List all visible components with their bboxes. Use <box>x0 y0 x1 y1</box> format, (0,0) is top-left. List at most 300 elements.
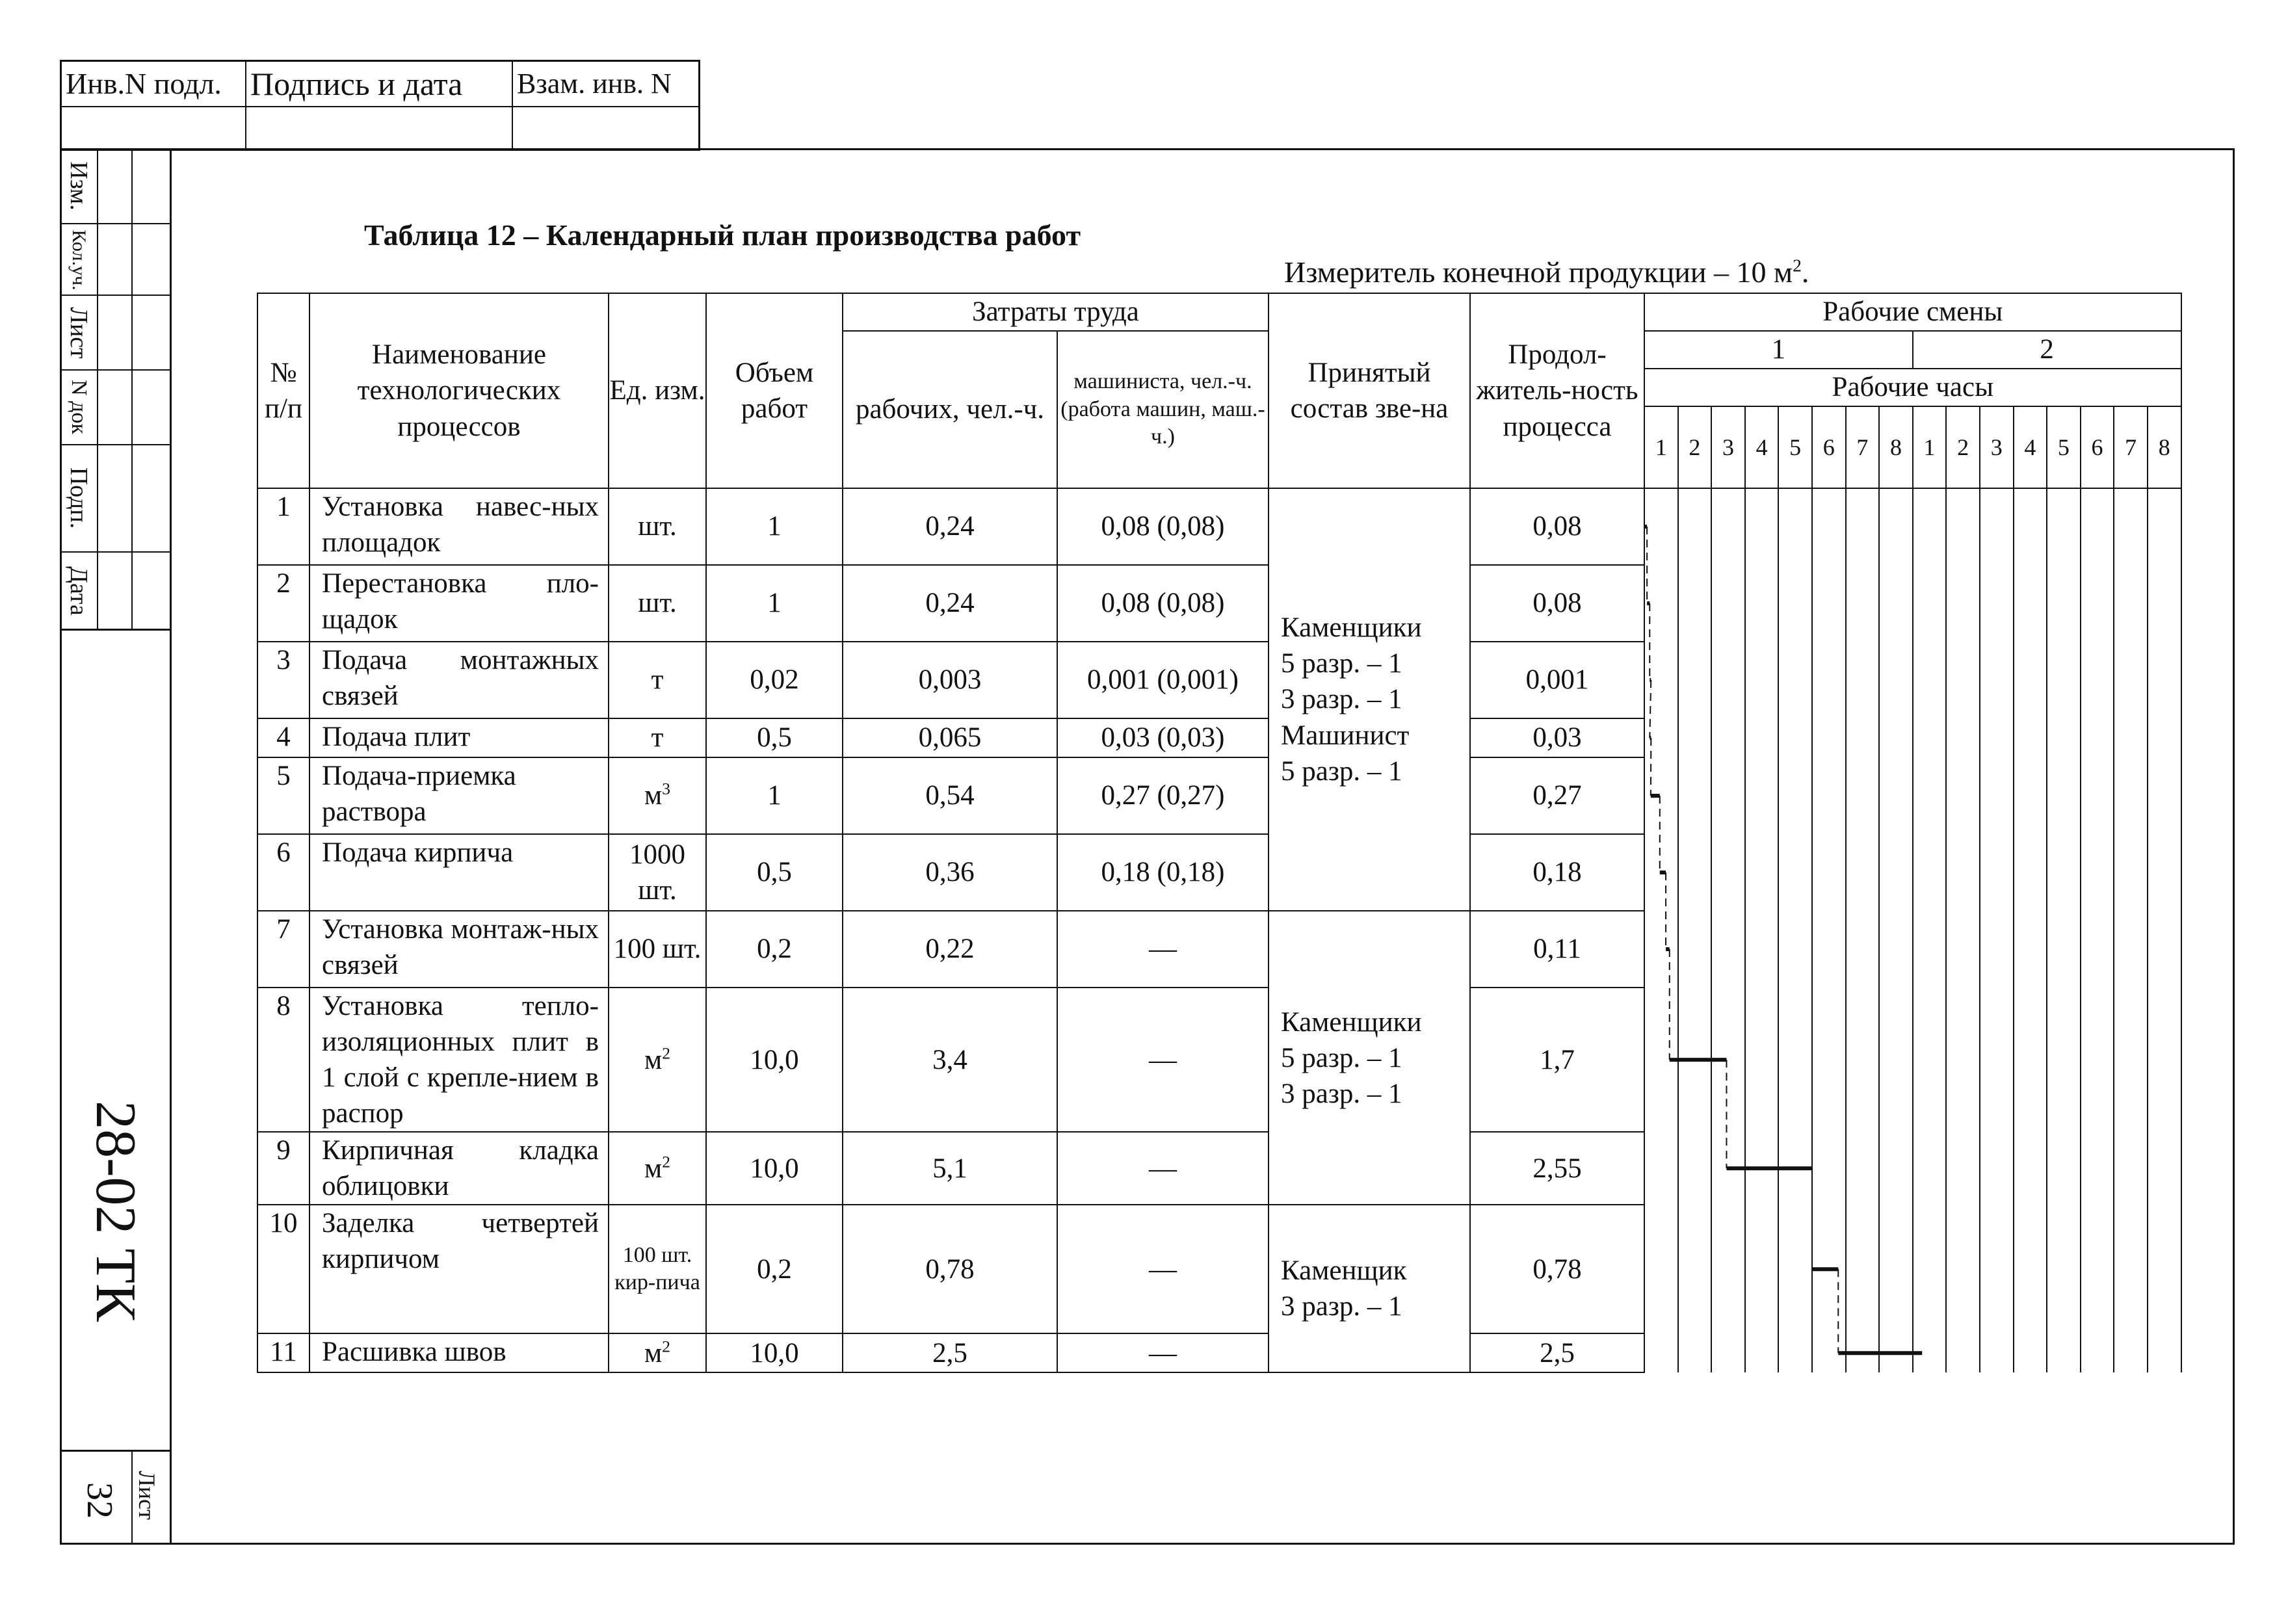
gantt-cell <box>1812 1132 1846 1205</box>
gantt-cell <box>2014 565 2047 642</box>
gantt-cell <box>1745 1132 1779 1205</box>
gantt-cell <box>1980 565 2014 642</box>
machinist-labor: — <box>1057 1205 1269 1333</box>
gantt-cell <box>1778 757 1812 834</box>
stamp-vzam-cell <box>513 62 700 149</box>
gantt-cell <box>1678 834 1712 911</box>
crew-line: 3 разр. – 1 <box>1281 684 1402 715</box>
gantt-cell <box>2014 1333 2047 1372</box>
duration-value: 2,55 <box>1470 1132 1644 1205</box>
product-meter-text: Измеритель конечной продукции – 10 м <box>1284 255 1793 289</box>
gantt-cell <box>1913 834 1947 911</box>
hour-header-5: 5 <box>1778 406 1812 488</box>
gantt-cell <box>2114 1132 2148 1205</box>
gantt-cell <box>1812 757 1846 834</box>
gantt-cell <box>1913 488 1947 565</box>
machinist-labor: — <box>1057 1333 1269 1372</box>
gantt-cell <box>1678 1205 1712 1333</box>
sheet-label: Лист <box>134 1471 160 1520</box>
unit-text: м <box>644 1044 663 1075</box>
hour-header-9: 1 <box>1913 406 1947 488</box>
gantt-cell <box>2047 757 2081 834</box>
gantt-cell <box>1913 757 1947 834</box>
gantt-cell <box>1778 1205 1812 1333</box>
gantt-cell <box>1745 988 1779 1132</box>
gantt-cell <box>1846 488 1880 565</box>
hour-header-12: 4 <box>2014 406 2047 488</box>
process-name: Подача-приемка раствора <box>309 757 609 834</box>
volume-value: 1 <box>706 565 843 642</box>
duration-value: 0,78 <box>1470 1205 1644 1333</box>
header-volume: Объем работ <box>706 293 843 488</box>
row-number: 10 <box>257 1205 309 1333</box>
unit-cell <box>609 565 706 642</box>
revision-ndok-label: N док <box>67 380 91 434</box>
row-number: 7 <box>257 911 309 988</box>
machinist-labor: 0,18 (0,18) <box>1057 834 1269 911</box>
gantt-cell <box>1846 642 1880 718</box>
table-row <box>257 988 2181 1132</box>
gantt-cell <box>2047 834 2081 911</box>
gantt-cell <box>2047 718 2081 757</box>
crew-line: 5 разр. – 1 <box>1281 1042 1402 1073</box>
gantt-cell <box>1644 911 1678 988</box>
gantt-cell <box>1644 565 1678 642</box>
gantt-cell <box>1644 642 1678 718</box>
gantt-cell <box>1711 642 1745 718</box>
gantt-cell <box>1778 565 1812 642</box>
volume-value: 10,0 <box>706 1333 843 1372</box>
hour-header-4: 4 <box>1745 406 1779 488</box>
table-body <box>257 293 2181 1372</box>
product-meter-sup: 2 <box>1793 255 1802 276</box>
gantt-cell <box>1846 757 1880 834</box>
stamp-signature-label: Подпись и дата <box>246 62 512 107</box>
gantt-cell <box>1913 988 1947 1132</box>
gantt-cell <box>1812 988 1846 1132</box>
table-row <box>257 834 2181 911</box>
gantt-cell <box>2148 488 2181 565</box>
gantt-cell <box>2148 1132 2181 1205</box>
gantt-cell <box>1980 642 2014 718</box>
workers-labor: 0,24 <box>843 488 1057 565</box>
gantt-cell <box>2081 1205 2114 1333</box>
row-number: 1 <box>257 488 309 565</box>
gantt-cell <box>2148 642 2181 718</box>
gantt-cell <box>1778 834 1812 911</box>
gantt-cell <box>1946 1205 1980 1333</box>
crew-composition <box>1269 911 1470 1205</box>
row-number: 6 <box>257 834 309 911</box>
stamp-inv-podl-cell <box>62 62 246 149</box>
workers-labor: 0,36 <box>843 834 1057 911</box>
gantt-cell <box>1711 565 1745 642</box>
process-name: Кирпичная кладка облицовки <box>309 1132 609 1205</box>
gantt-cell <box>1980 757 2014 834</box>
gantt-cell <box>1913 718 1947 757</box>
gantt-cell <box>1913 565 1947 642</box>
unit-cell <box>609 488 706 565</box>
machinist-labor: 0,08 (0,08) <box>1057 565 1269 642</box>
revision-grid-divider <box>97 148 98 629</box>
volume-value: 0,5 <box>706 834 843 911</box>
gantt-cell <box>2148 565 2181 642</box>
gantt-cell <box>2081 1333 2114 1372</box>
gantt-cell <box>1913 642 1947 718</box>
unit-text: 100 шт. кир-пича <box>614 1242 700 1295</box>
sheet-number-box <box>60 1450 170 1543</box>
unit-text: м <box>644 1337 663 1369</box>
header-workers: рабочих, чел.-ч. <box>843 331 1057 488</box>
gantt-cell <box>1980 988 2014 1132</box>
gantt-cell <box>1879 834 1913 911</box>
unit-text: 100 шт. <box>613 934 702 965</box>
unit-cell <box>609 911 706 988</box>
gantt-cell <box>2114 988 2148 1132</box>
gantt-cell <box>1980 488 2014 565</box>
product-meter-suffix: . <box>1801 255 1809 289</box>
gantt-cell <box>2047 488 2081 565</box>
gantt-cell <box>2114 757 2148 834</box>
gantt-cell <box>1711 834 1745 911</box>
revision-izm-label: Изм. <box>65 161 92 211</box>
table-row <box>257 642 2181 718</box>
gantt-cell <box>1812 834 1846 911</box>
machinist-labor: — <box>1057 1132 1269 1205</box>
gantt-cell <box>1913 1205 1947 1333</box>
gantt-cell <box>1946 1132 1980 1205</box>
gantt-cell <box>1980 834 2014 911</box>
gantt-cell <box>2014 988 2047 1132</box>
gantt-cell <box>1980 1205 2014 1333</box>
gantt-cell <box>1946 1333 1980 1372</box>
gantt-cell <box>1812 488 1846 565</box>
hour-header-16: 8 <box>2148 406 2181 488</box>
gantt-cell <box>1980 1333 2014 1372</box>
gantt-cell <box>1678 911 1712 988</box>
header-name: Наименование технологических процессов <box>309 293 609 488</box>
volume-value: 1 <box>706 757 843 834</box>
table-row <box>257 565 2181 642</box>
gantt-cell <box>1946 834 1980 911</box>
header-num: № п/п <box>257 293 309 488</box>
crew-line: 3 разр. – 1 <box>1281 1291 1402 1322</box>
unit-cell <box>609 834 706 911</box>
gantt-cell <box>2081 911 2114 988</box>
work-schedule-table <box>257 293 2182 1373</box>
crew-line: 3 разр. – 1 <box>1281 1078 1402 1109</box>
gantt-cell <box>1778 718 1812 757</box>
product-meter <box>1284 255 1809 289</box>
gantt-cell <box>2081 834 2114 911</box>
gantt-cell <box>1879 565 1913 642</box>
crew-line: Каменщик <box>1281 1255 1407 1287</box>
hour-header-13: 5 <box>2047 406 2081 488</box>
row-number: 4 <box>257 718 309 757</box>
hour-header-14: 6 <box>2081 406 2114 488</box>
gantt-cell <box>2081 565 2114 642</box>
gantt-cell <box>1879 718 1913 757</box>
unit-cell <box>609 718 706 757</box>
unit-cell <box>609 1205 706 1333</box>
approval-stamp <box>60 60 700 151</box>
process-name: Заделка четвертей кирпичом <box>309 1205 609 1333</box>
gantt-cell <box>1812 1333 1846 1372</box>
gantt-cell <box>1846 1333 1880 1372</box>
gantt-cell <box>2081 642 2114 718</box>
header-crew: Принятый состав зве-на <box>1269 293 1470 488</box>
gantt-cell <box>1644 718 1678 757</box>
unit-sup: 3 <box>662 779 671 799</box>
gantt-cell <box>1879 488 1913 565</box>
stamp-signature-cell <box>246 62 513 149</box>
gantt-cell <box>1745 1205 1779 1333</box>
gantt-cell <box>1846 834 1880 911</box>
volume-value: 0,5 <box>706 718 843 757</box>
gantt-cell <box>1644 488 1678 565</box>
gantt-cell <box>1745 911 1779 988</box>
gantt-cell <box>2114 488 2148 565</box>
gantt-cell <box>2047 1333 2081 1372</box>
gantt-cell <box>1778 488 1812 565</box>
unit-text: т <box>651 664 664 696</box>
gantt-cell <box>2081 1132 2114 1205</box>
header-row <box>257 293 2181 331</box>
revision-list-label: Лист <box>65 307 92 359</box>
machinist-labor: 0,03 (0,03) <box>1057 718 1269 757</box>
gantt-cell <box>1846 988 1880 1132</box>
gantt-cell <box>2148 988 2181 1132</box>
gantt-cell <box>2047 988 2081 1132</box>
table-row <box>257 757 2181 834</box>
revision-grid-divider <box>131 148 133 629</box>
process-name: Установка навес-ных площадок <box>309 488 609 565</box>
gantt-cell <box>2014 718 2047 757</box>
process-name: Подача монтажных связей <box>309 642 609 718</box>
table-title: Таблица 12 – Календарный план производства работ <box>364 218 1081 252</box>
gantt-cell <box>1678 718 1712 757</box>
duration-value: 0,11 <box>1470 911 1644 988</box>
process-name: Подача плит <box>309 718 609 757</box>
machinist-labor: — <box>1057 911 1269 988</box>
gantt-cell <box>1678 1132 1712 1205</box>
crew-line: 5 разр. – 1 <box>1281 648 1402 679</box>
gantt-cell <box>1644 757 1678 834</box>
header-shift-2: 2 <box>1913 331 2181 369</box>
duration-value: 2,5 <box>1470 1333 1644 1372</box>
row-number: 8 <box>257 988 309 1132</box>
header-shifts: Рабочие смены <box>1644 293 2181 331</box>
sheet-number: 32 <box>79 1482 120 1519</box>
gantt-cell <box>2114 642 2148 718</box>
unit-text: шт. <box>638 588 677 619</box>
process-name: Установка монтаж-ных связей <box>309 911 609 988</box>
process-name: Перестановка пло-щадок <box>309 565 609 642</box>
gantt-cell <box>1678 642 1712 718</box>
gantt-cell <box>2148 911 2181 988</box>
gantt-cell <box>1946 565 1980 642</box>
gantt-cell <box>1812 565 1846 642</box>
crew-line: Каменщики <box>1281 612 1422 644</box>
gantt-cell <box>2047 1205 2081 1333</box>
gantt-cell <box>1678 488 1712 565</box>
gantt-cell <box>2114 1205 2148 1333</box>
gantt-cell <box>2148 718 2181 757</box>
hour-header-8: 8 <box>1879 406 1913 488</box>
gantt-cell <box>1946 488 1980 565</box>
workers-labor: 0,065 <box>843 718 1057 757</box>
gantt-cell <box>1846 565 1880 642</box>
gantt-cell <box>1711 488 1745 565</box>
machinist-labor: 0,08 (0,08) <box>1057 488 1269 565</box>
machinist-labor: — <box>1057 988 1269 1132</box>
gantt-cell <box>1980 718 2014 757</box>
gantt-cell <box>1711 1205 1745 1333</box>
hour-header-3: 3 <box>1711 406 1745 488</box>
gantt-cell <box>2081 757 2114 834</box>
gantt-cell <box>1644 834 1678 911</box>
header-machinist: машиниста, чел.-ч. (работа машин, маш.-ч.) <box>1057 331 1269 488</box>
header-duration: Продол-житель-ность процесса <box>1470 293 1644 488</box>
gantt-cell <box>2014 757 2047 834</box>
duration-value: 0,18 <box>1470 834 1644 911</box>
gantt-cell <box>2014 834 2047 911</box>
duration-value: 0,08 <box>1470 565 1644 642</box>
duration-value: 0,08 <box>1470 488 1644 565</box>
gantt-cell <box>1846 1132 1880 1205</box>
gantt-cell <box>1778 1132 1812 1205</box>
gantt-cell <box>1678 1333 1712 1372</box>
gantt-cell <box>1711 1333 1745 1372</box>
table-row <box>257 1132 2181 1205</box>
stamp-vzam-label: Взам. инв. N <box>513 62 700 107</box>
volume-value: 0,2 <box>706 911 843 988</box>
gantt-cell <box>1879 642 1913 718</box>
gantt-cell <box>1778 988 1812 1132</box>
gantt-cell <box>2047 642 2081 718</box>
gantt-cell <box>1678 565 1712 642</box>
unit-cell <box>609 1333 706 1372</box>
gantt-cell <box>1711 757 1745 834</box>
gantt-cell <box>1644 1333 1678 1372</box>
machinist-labor: 0,27 (0,27) <box>1057 757 1269 834</box>
gantt-cell <box>1644 1205 1678 1333</box>
gantt-cell <box>1913 1132 1947 1205</box>
crew-line: Каменщики <box>1281 1006 1422 1038</box>
gantt-cell <box>1778 642 1812 718</box>
unit-text: м <box>644 1153 663 1184</box>
table-row <box>257 1333 2181 1372</box>
hour-header-6: 6 <box>1812 406 1846 488</box>
crew-composition <box>1269 1205 1470 1372</box>
hour-header-2: 2 <box>1678 406 1712 488</box>
workers-labor: 0,22 <box>843 911 1057 988</box>
gantt-cell <box>2148 1205 2181 1333</box>
gantt-cell <box>1711 1132 1745 1205</box>
gantt-cell <box>1946 911 1980 988</box>
table-row <box>257 488 2181 565</box>
gantt-cell <box>2148 834 2181 911</box>
gantt-cell <box>1846 718 1880 757</box>
gantt-cell <box>1644 1132 1678 1205</box>
unit-cell <box>609 1132 706 1205</box>
volume-value: 1 <box>706 488 843 565</box>
gantt-cell <box>2148 1333 2181 1372</box>
gantt-cell <box>1913 1333 1947 1372</box>
gantt-cell <box>1778 911 1812 988</box>
gantt-cell <box>1678 757 1712 834</box>
crew-line: Машинист <box>1281 720 1410 751</box>
gantt-cell <box>2014 488 2047 565</box>
gantt-cell <box>2148 757 2181 834</box>
gantt-cell <box>1711 718 1745 757</box>
gantt-cell <box>1980 911 2014 988</box>
unit-text: 1000 шт. <box>629 839 685 906</box>
unit-cell <box>609 642 706 718</box>
workers-labor: 2,5 <box>843 1333 1057 1372</box>
header-shift-1: 1 <box>1644 331 1913 369</box>
crew-composition <box>1269 488 1470 911</box>
unit-sup: 2 <box>662 1043 671 1063</box>
gantt-cell <box>2114 565 2148 642</box>
gantt-cell <box>1946 988 1980 1132</box>
revision-koluch-label: Кол.уч. <box>68 229 90 291</box>
gantt-cell <box>1913 911 1947 988</box>
unit-cell <box>609 988 706 1132</box>
gantt-cell <box>1946 718 1980 757</box>
duration-value: 1,7 <box>1470 988 1644 1132</box>
stamp-inv-podl-label: Инв.N подл. <box>62 62 245 107</box>
hour-header-7: 7 <box>1846 406 1880 488</box>
unit-cell <box>609 757 706 834</box>
gantt-cell <box>1812 1205 1846 1333</box>
workers-labor: 0,003 <box>843 642 1057 718</box>
row-number: 11 <box>257 1333 309 1372</box>
workers-labor: 0,54 <box>843 757 1057 834</box>
machinist-labor: 0,001 (0,001) <box>1057 642 1269 718</box>
gantt-cell <box>2047 1132 2081 1205</box>
crew-line: 5 разр. – 1 <box>1281 755 1402 787</box>
table-row <box>257 1205 2181 1333</box>
gantt-cell <box>1846 1205 1880 1333</box>
gantt-cell <box>1879 1132 1913 1205</box>
gantt-cell <box>1879 911 1913 988</box>
gantt-cell <box>2014 911 2047 988</box>
gantt-cell <box>2014 1205 2047 1333</box>
row-number: 2 <box>257 565 309 642</box>
volume-value: 10,0 <box>706 1132 843 1205</box>
gantt-cell <box>1778 1333 1812 1372</box>
gantt-cell <box>1879 1333 1913 1372</box>
unit-sup: 2 <box>662 1152 671 1172</box>
table-row <box>257 718 2181 757</box>
process-name: Расшивка швов <box>309 1333 609 1372</box>
gantt-cell <box>2014 1132 2047 1205</box>
gantt-cell <box>1812 642 1846 718</box>
table-row <box>257 911 2181 988</box>
row-number: 3 <box>257 642 309 718</box>
revision-data-label: Дата <box>65 566 92 616</box>
gantt-cell <box>1980 1132 2014 1205</box>
process-name: Подача кирпича <box>309 834 609 911</box>
gantt-cell <box>2081 718 2114 757</box>
gantt-cell <box>2047 911 2081 988</box>
gantt-cell <box>1745 1333 1779 1372</box>
gantt-cell <box>1812 911 1846 988</box>
gantt-cell <box>1644 988 1678 1132</box>
workers-labor: 3,4 <box>843 988 1057 1132</box>
header-unit: Ед. изм. <box>609 293 706 488</box>
